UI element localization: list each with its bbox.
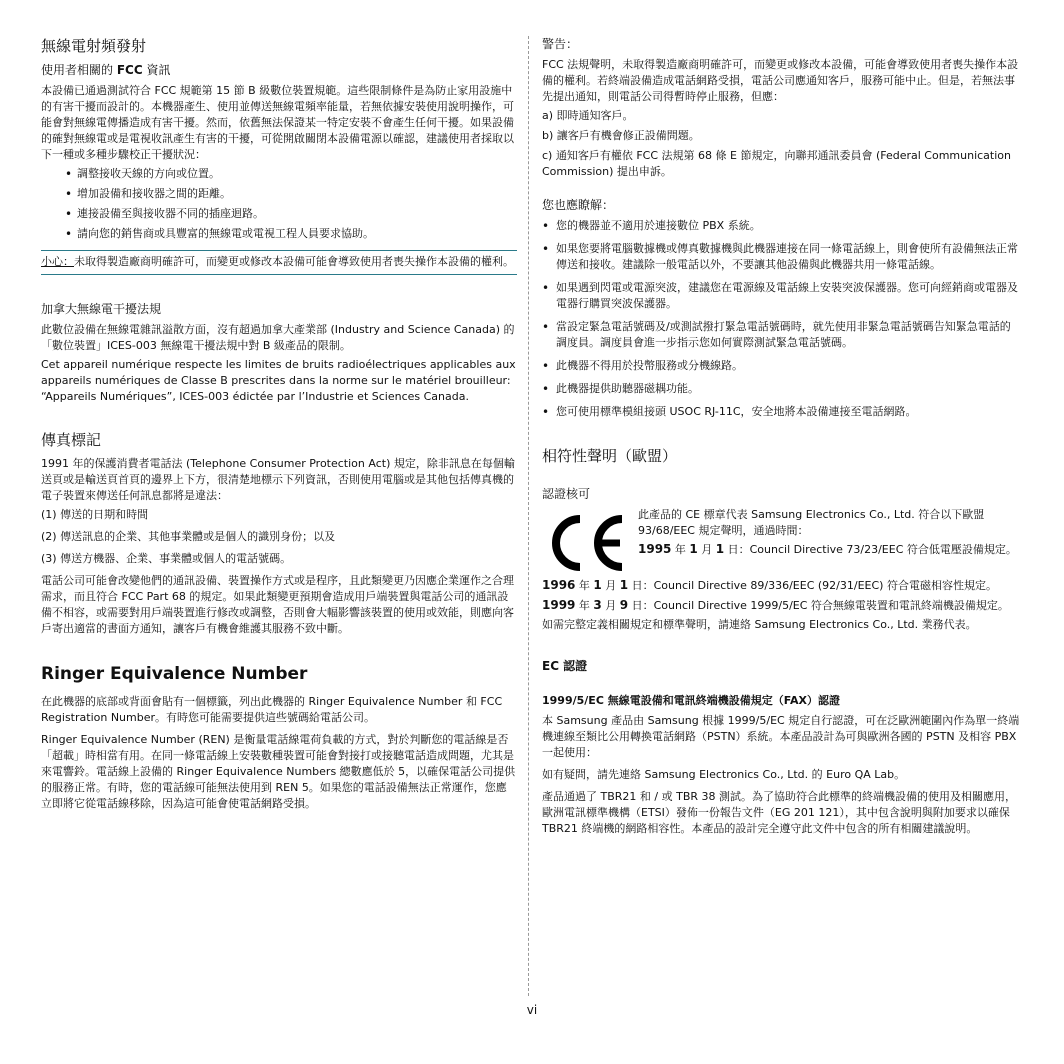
ren-paragraph-1: 在此機器的底部或背面會貼有一個標籤，列出此機器的 Ringer Equivalence Number 和 FCC Registration Number。有時您可能需要提供這些號碼給電話公司。 [41,695,503,724]
caution-body: 未取得製造廠商明確許可，而變更或修改本設備可能會導致使用者喪失操作本設備的權利。 [74,255,514,268]
ce-paragraph: 此產品的 CE 標章代表 Samsung Electronics Co., Ltd. 符合以下歐盟 93/68/EEC 規定聲明，通過時間： [638,508,985,537]
fax-paragraph: 1991 年的保護消費者電話法 (Telephone Consumer Protection Act) 規定，除非訊息在每個輸送頁或是輸送頁首頁的邊界上下方，很清楚地標示下列資訊，否則使用電腦或是其他包括傳真機的電子裝置來傳送任何訊息都將是違法： [41,457,515,502]
fcc-subtitle [41,62,517,79]
ce-item-day-suffix: 日 [628,599,643,612]
right-column [542,36,1020,840]
ec-certification-title: EC 認證 [542,659,588,673]
eu-declaration-title: 相符性聲明（歐盟） [542,447,678,465]
canada-french-paragraph: Cet appareil numérique respecte les limites de bruits radioélectriques applicables aux appareils numériques de Classe B prescrites dans la norme sur le matériel brouilleur: “Appareils Numériques”, ICES-003 édictée par l’Industrie et Sciences Canada. [41,358,516,403]
canada-title: 加拿大無線電干擾法規 [41,302,162,316]
know-bullet-list [542,218,1020,420]
know-bullet: • 此機器不得用於投幣服務或分機線路。 [542,358,1020,374]
ren-title: Ringer Equivalence Number [41,664,308,684]
ce-item-day: 9 [619,598,629,612]
ec-paragraph-2: 如有疑問，請先連絡 Samsung Electronics Co., Ltd. 的 Euro QA Lab。 [542,768,906,781]
ce-item-month: 1 [593,578,602,592]
fcc-bullet: • 增加設備和接收器之間的距離。 [41,186,517,202]
ce-item-day: 1 [715,542,725,556]
ce-text [638,507,1020,560]
know-title: 您也應瞭解： [542,198,615,212]
certification-title: 認證核可 [542,487,591,501]
ce-item-text: ：Council Directive 89/336/EEC (92/31/EEC) 符合電磁相容性規定。 [642,579,997,592]
know-bullet: • 您的機器並不適用於連接數位 PBX 系統。 [542,218,1020,234]
ce-item-month-suffix: 月 [601,579,620,592]
fax-paragraph-2: 電話公司可能會改變他們的通訊設備、裝置操作方式或是程序，且此類變更乃因應企業運作之合理需求，而且符合 FCC Part 68 的規定。如果此類變更預期會造成用戶端裝置與電話公司的通訊設備不相容，或需要對用戶端裝置進行修改或調整，否則會大幅影響該裝置的使用或效能，則應向客戶寄出適當的書面方通知，讓客戶有機會維護其服務不致中斷。 [41,574,514,635]
ce-item-year-suffix: 年 [575,579,594,592]
fax-item: (2) 傳送訊息的企業、其他事業體或是個人的識別身份；以及 [41,530,336,543]
ren-paragraph-2: Ringer Equivalence Number (REN) 是衡量電話線電荷負載的方式，對於判斷您的電話線是否「超載」時相當有用。在同一條電話線上安裝數種裝置可能會對接打或接聽電話造成問題，尤其是來電響鈴。電話線上設備的 Ringer Equivalence Numbers 總數應低於 5，以確保電話公司提供的服務正常。有時，您的電話線可能無法使用到 REN 5。如果您的電話設備無法正常運作，您應立即將它從電話線移除，因為這可能會使電話網路受損。 [41,733,516,810]
fax-branding-title: 傳真標記 [41,431,102,449]
know-bullet: • 您可使用標準模組接頭 USOC RJ-11C，安全地將本設備連接至電話網路。 [542,404,1020,420]
fcc-bullet: • 請向您的銷售商或具豐富的無線電或電視工程人員要求協助。 [41,226,517,242]
ce-item-day-suffix: 日 [724,543,739,556]
ec-paragraph-1b: 一起使用： [542,746,597,759]
ce-item-year-suffix: 年 [671,543,690,556]
ce-item-month: 3 [593,598,602,612]
ce-item [542,597,1020,614]
ce-item-day: 1 [619,578,629,592]
ce-item [638,541,1020,558]
warning-item: b) 讓客戶有機會修正設備問題。 [542,129,700,142]
fcc-paragraph: 本設備已通過測試符合 FCC 規範第 15 節 B 級數位裝置規範。這些限制條件是為防止家用設施中的有害干擾而設計的。本機器產生、使用並傳送無線電頻率能量，若無依據安裝使用說明操作，可能會對無線電傳播造成有害干擾。然而，依舊無法保證某一特定安裝不會產生任何干擾。如果設備的確對無線電或是電視收訊產生有害的干擾，可從開啟關閉本設備電源以確認，建議使用者採取以下一種或多種步驟校正干擾狀況： [41,84,514,161]
ce-item-year-suffix: 年 [575,599,594,612]
fax-item: (1) 傳送的日期和時間 [41,508,149,521]
know-bullet: • 如果您要將電腦數據機或傳真數據機與此機器連接在同一條電話線上，則會使所有設備無法正常傳送和接收。建議除一般電話以外，不要讓其他設備與此機器共用一條電話線。 [542,241,1020,273]
fcc-bullet: • 調整接收天線的方向或位置。 [41,166,517,182]
ce-item-text: ：Council Directive 1999/5/EC 符合無線電裝置和電訊終端機設備規定。 [642,599,1009,612]
ec-paragraph-1: 本 Samsung 產品由 Samsung 根據 1999/5/EC 規定自行認證，可在泛歐洲範圍內作為單一終端機連線至類比公用轉換電話網路（PSTN）系統。本產品設計為可與歐洲各國的 PSTN 及相容 PBX [542,714,1020,743]
ce-mark-icon [542,511,628,575]
ce-item-month-suffix: 月 [697,543,716,556]
know-bullet: • 如果遇到閃電或電源突波，建議您在電源線及電話線上安裝突波保護器。您可向經銷商或電器及電器行購買突波保護器。 [542,280,1020,312]
canada-paragraph: 此數位設備在無線電雜訊溢散方面，沒有超過加拿大產業部 (Industry and Science Canada) 的「數位裝置」ICES-003 無線電干擾法規中對 B 級產品的限制。 [41,323,515,352]
ce-item-month: 1 [689,542,698,556]
ec-subtitle: 1999/5/EC 無線電設備和電訊終端機設備規定（FAX）認證 [542,694,840,707]
left-column [41,36,517,815]
ce-contact-paragraph: 如需完整定義相關規定和標準聲明，請連絡 Samsung Electronics Co., Ltd. 業務代表。 [542,618,977,631]
caution-label: 小心： [41,255,74,268]
caution-box [41,250,517,275]
page-number: vi [526,1003,538,1017]
fcc-bullet: • 連接設備至與接收器不同的插座迴路。 [41,206,517,222]
know-bullet: • 此機器提供助聽器磁耦功能。 [542,381,1020,397]
fax-item: (3) 傳送方機器、企業、事業體或個人的電話號碼。 [41,552,292,565]
ce-item-month-suffix: 月 [601,599,620,612]
warning-title: 警告： [542,37,579,51]
ce-item [542,577,1020,594]
warning-paragraph: FCC 法規聲明，未取得製造廠商明確許可，而變更或修改本設備，可能會導致使用者喪失操作本設備的權利。若終端設備造成電話網路受損，電話公司應通知客戶，服務可能中止。但是，若無法事先提出通知，則電話公司得暫時停止服務，但應： [542,58,1019,103]
fcc-subtitle-prefix: 使用者相關的 [41,63,117,77]
ce-item-year: 1995 [638,542,672,556]
know-bullet: • 當設定緊急電話號碼及/或測試撥打緊急電話號碼時，就先使用非緊急電話號碼告知緊急電話的調度員。調度員會進一步指示您如何實際測試緊急電話號碼。 [542,319,1020,351]
fcc-bullet-list [41,166,517,242]
fcc-subtitle-bold: FCC [116,63,143,77]
ce-item-year: 1996 [542,578,576,592]
radio-emission-title: 無線電射頻發射 [41,37,147,55]
warning-item: c) 通知客戶有權依 FCC 法規第 68 條 E 節規定，向聯邦通訊委員會 (Federal Communication Commission) 提出申訴。 [542,149,1011,178]
ce-block [542,507,1020,575]
fcc-subtitle-suffix: 資訊 [142,63,171,77]
caution-text [41,254,517,270]
ce-item-text: ：Council Directive 73/23/EEC 符合低電壓設備規定。 [738,543,1017,556]
ec-paragraph-3: 產品通過了 TBR21 和 / 或 TBR 38 測試。為了協助符合此標準的終端機設備的使用及相關應用，歐洲電訊標準機構（ETSI）發佈一份報告文件（EG 201 121），其中包含說明與附加要求以確保 TBR21 終端機的網路相容性。本產品的設計完全遵守此文件中包含的所有相關建議說明。 [542,790,1016,835]
column-divider [528,36,529,996]
ce-item-day-suffix: 日 [628,579,643,592]
warning-item: a) 即時通知客戶。 [542,109,634,122]
ce-item-year: 1999 [542,598,576,612]
